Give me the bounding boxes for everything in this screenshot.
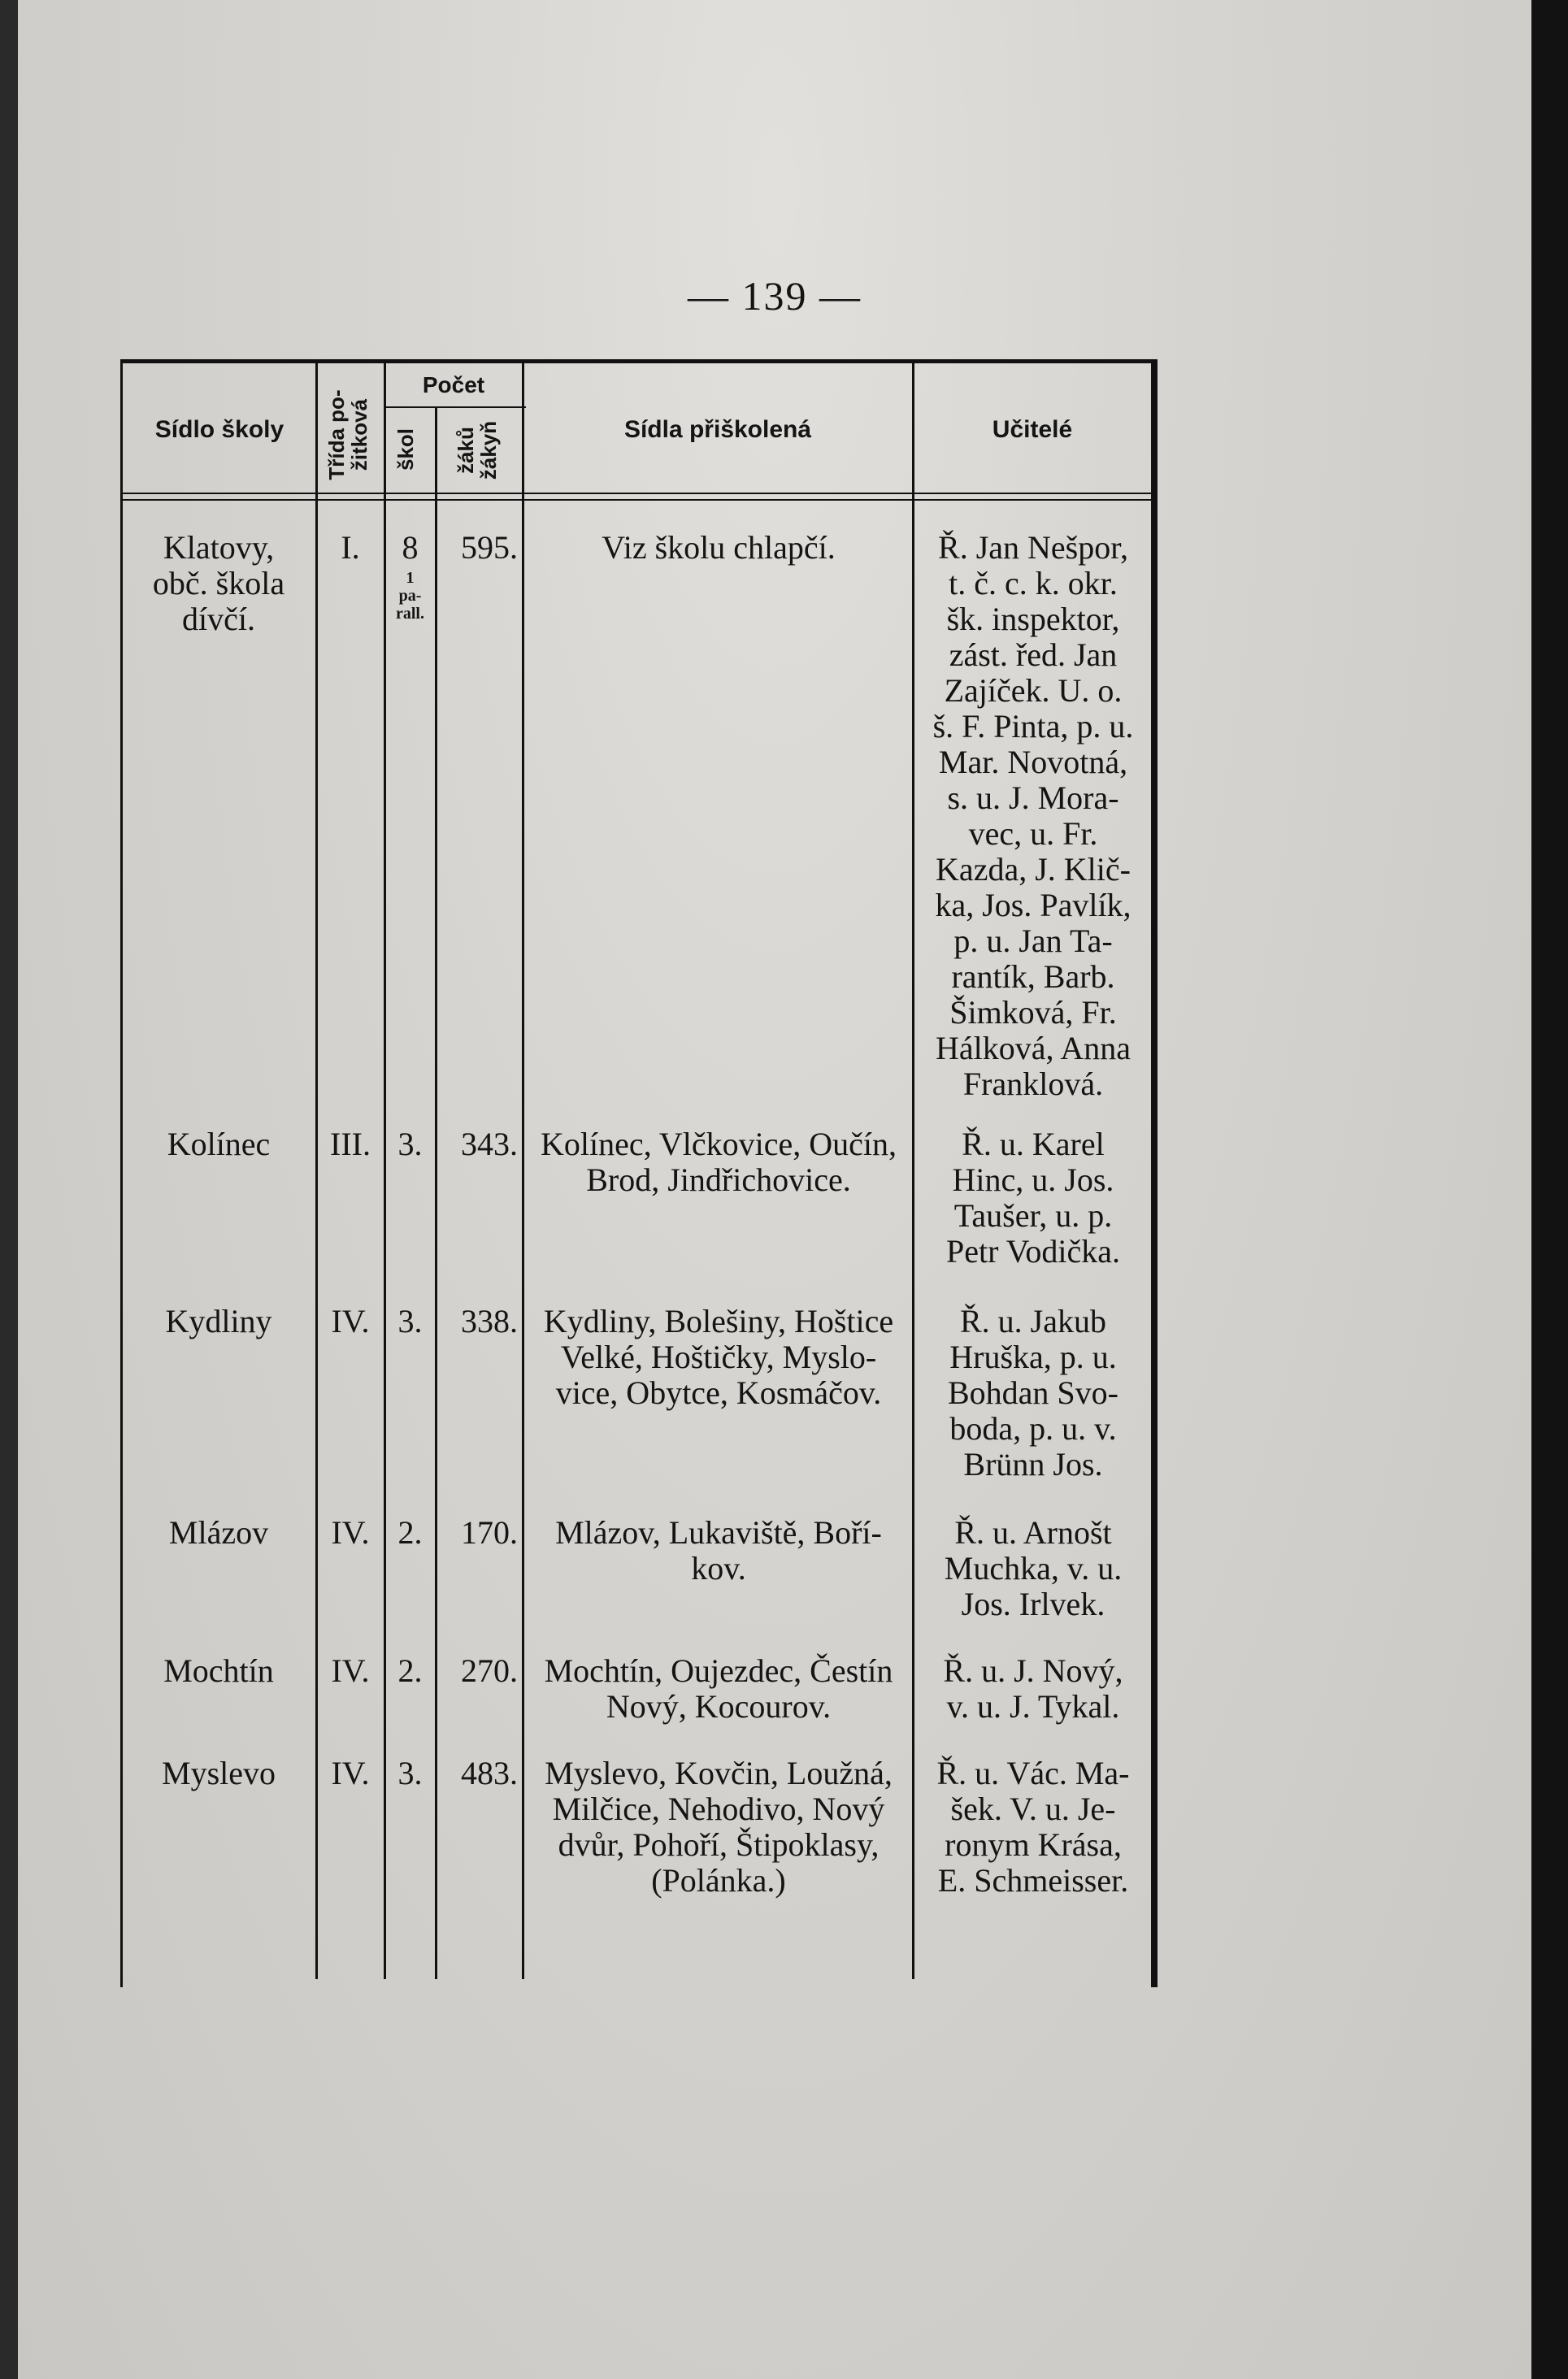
table-row-class: IV. <box>331 1303 370 1339</box>
table-row-pupils: 170. <box>461 1514 518 1551</box>
rule-schools-pupils <box>435 406 437 1979</box>
rule-assigned-teachers <box>912 362 914 1979</box>
table-row-class: IV. <box>331 1755 370 1791</box>
table-row-teachers: Ř. u. Vác. Ma- šek. V. u. Je- ronym Krása, E. Schmeisser. <box>936 1755 1130 1899</box>
table-row-school: Kolínec <box>167 1126 271 1162</box>
table-row-assigned: Mlázov, Lukaviště, Boří- kov. <box>555 1514 882 1587</box>
table-row-schools: 8 <box>402 529 419 566</box>
table-row-teachers: Ř. Jan Nešpor, t. č. c. k. okr. šk. inspektor, zást. řed. Jan Zajíček. U. o. š. F. Pinta, p. u. Mar. Novotná, s. u. J. Mora- vec, u. Fr. Kazda, J. Klič- ka, Jos. Pavlík, p. u. Jan Ta- rantík, Barb. Šimková, Fr. Hálková, Anna Franklová. <box>932 529 1134 1102</box>
table-row-schools: 2. <box>397 1514 423 1551</box>
rule-right <box>1151 362 1158 1987</box>
table-row-assigned: Kolínec, Vlčkovice, Oučín, Brod, Jindřichovice. <box>540 1126 897 1198</box>
table-row-assigned: Myslevo, Kovčin, Loužná, Milčice, Nehodivo, Nový dvůr, Pohoří, Štipoklasy, (Polánka.) <box>545 1755 893 1899</box>
table-row-school: Klatovy, obč. škola dívčí. <box>152 529 285 637</box>
header-schools: škol <box>393 428 418 471</box>
header-assigned: Sídla přiškolená <box>623 416 812 443</box>
table-row-assigned: Kydliny, Bolešiny, Hoštice Velké, Hoštičky, Myslo- vice, Obytce, Kosmáčov. <box>543 1303 894 1411</box>
table-row-pupils: 338. <box>461 1303 518 1339</box>
table-row-school: Mlázov <box>168 1514 269 1551</box>
page-number: — 139 — <box>688 273 862 319</box>
table-row-class: IV. <box>331 1514 370 1551</box>
table-row-teachers: Ř. u. J. Nový, v. u. J. Tykal. <box>943 1652 1123 1725</box>
table-row-pupils: 270. <box>461 1652 518 1689</box>
table-row-teachers: Ř. u. Jakub Hruška, p. u. Bohdan Svo- boda, p. u. v. Brünn Jos. <box>948 1303 1118 1483</box>
header-rule-2 <box>120 499 1158 501</box>
table-row-schools: 3. <box>397 1755 423 1791</box>
table-row-schools: 3. <box>397 1126 423 1162</box>
table-row-class: IV. <box>331 1652 370 1689</box>
header-pupils: žáků žákyň <box>454 420 501 480</box>
table-row-pupils: 483. <box>461 1755 518 1791</box>
table-row-school: Myslevo <box>162 1755 276 1791</box>
header-count: Počet <box>422 372 485 397</box>
table-row-assigned: Viz školu chlapčí. <box>602 529 836 566</box>
header-school: Sídlo školy <box>154 416 284 443</box>
header-teachers: Učitelé <box>992 416 1073 443</box>
table-row-teachers: Ř. u. Karel Hinc, u. Jos. Taušer, u. p. Petr Vodička. <box>945 1126 1121 1270</box>
header-class: Třída po- žitková <box>324 389 371 480</box>
scan-border-left <box>0 0 18 2379</box>
table-row-class: III. <box>330 1126 371 1162</box>
table-row-school: Kydliny <box>165 1303 272 1339</box>
table-row-schools: 2. <box>397 1652 423 1689</box>
rule-pupils-assigned <box>522 362 524 1979</box>
table-row-schools: 3. <box>397 1303 423 1339</box>
header-rule <box>120 493 1158 494</box>
table-row-assigned: Mochtín, Oujezdec, Čestín Nový, Kocourov. <box>544 1652 893 1725</box>
rule-school-class <box>315 362 318 1979</box>
table-row-teachers: Ř. u. Arnošt Muchka, v. u. Jos. Irlvek. <box>944 1514 1123 1622</box>
table-row-school: Mochtín <box>163 1652 274 1689</box>
table-top-rule <box>120 359 1158 363</box>
school-table <box>18 0 1531 2379</box>
scan-border-right <box>1531 0 1568 2379</box>
book-page <box>18 0 1531 2379</box>
table-row-pupils: 343. <box>461 1126 518 1162</box>
table-row-schools-note: 1 pa- rall. <box>396 569 424 623</box>
table-row-class: I. <box>341 529 360 566</box>
table-row-pupils: 595. <box>461 529 518 566</box>
